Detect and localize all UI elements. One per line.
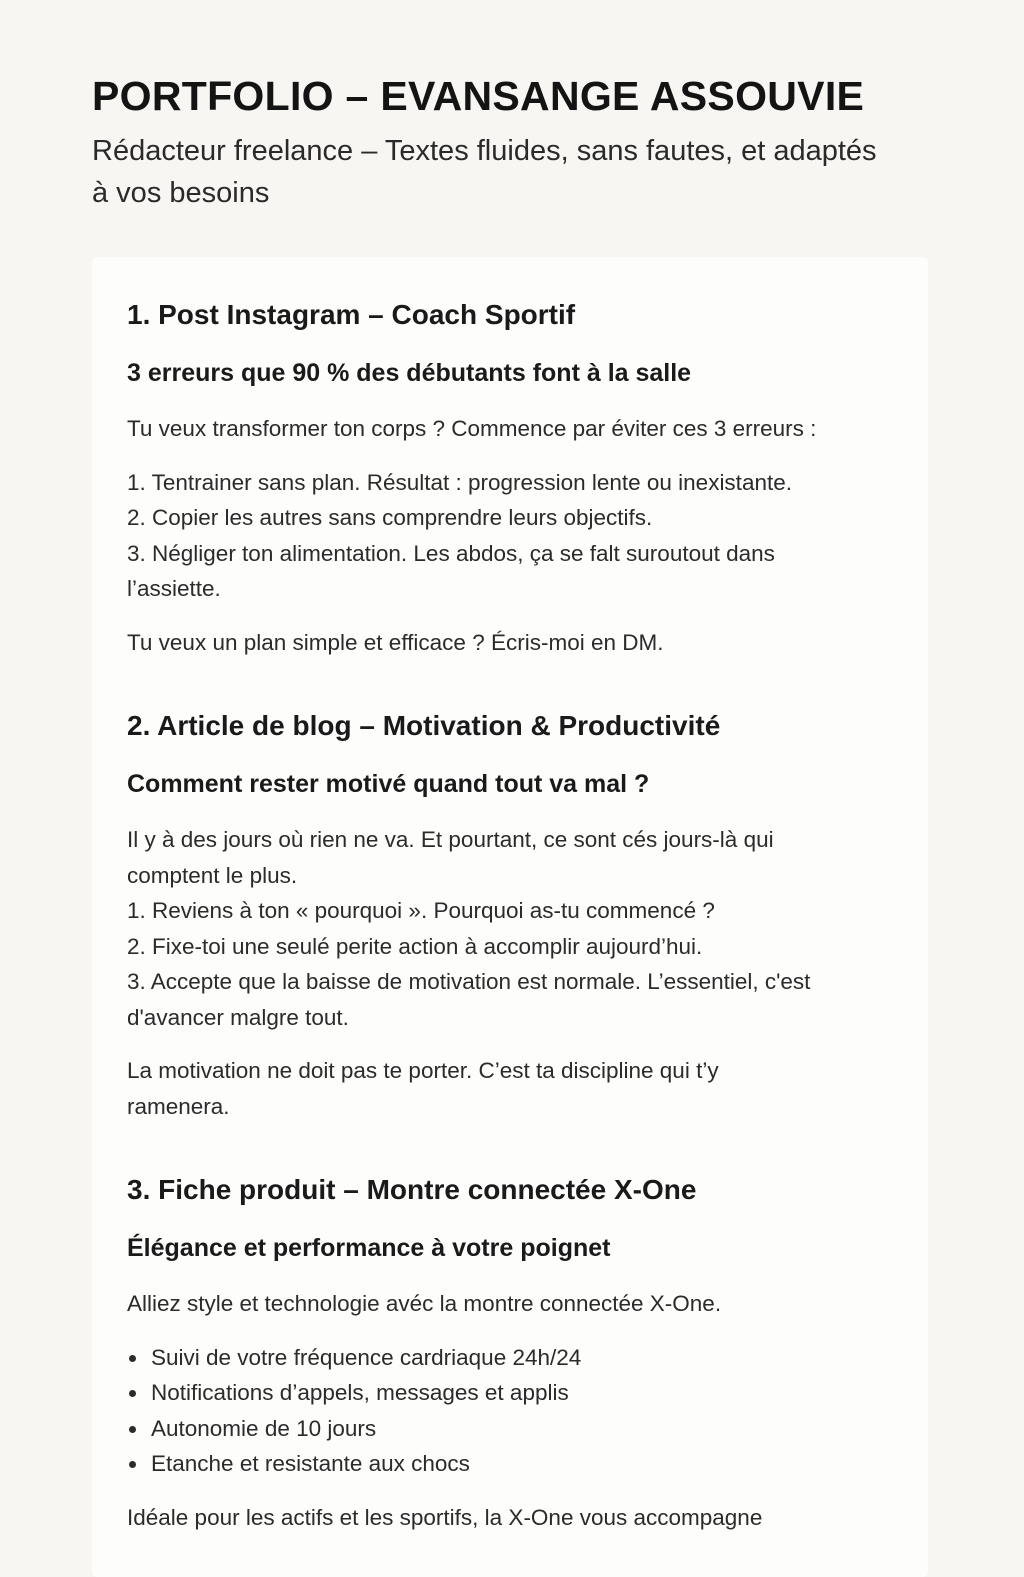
- portfolio-card: [92, 257, 928, 1577]
- section-instagram-post: [127, 295, 928, 660]
- list-item: 1. Tentrainer sans plan. Résultat : progression lente ou inexistante.: [127, 469, 792, 495]
- numbered-list: [127, 893, 928, 1035]
- bullet-item: Suivi de votre fréquence cardriaque 24h/24: [127, 1340, 928, 1376]
- section-outro: Idéale pour les actifs et les sportifs, la X-One vous accompagne: [127, 1504, 763, 1530]
- page-header: [92, 72, 952, 214]
- section-intro: Alliez style et technologie avéc la montre connectée X-One.: [127, 1291, 722, 1316]
- list-item: 3. Négliger ton alimentation. Les abdos, ça se falt suroutout dans l’assiette.: [127, 540, 775, 601]
- section-headline: Élégance et performance à votre poignet: [127, 1234, 611, 1262]
- list-item: 2. Fixe-toi une seulé perite action à accomplir aujourd’hui.: [127, 933, 703, 959]
- section-outro: Tu veux un plan simple et efficace ? Écris-moi en DM.: [127, 629, 664, 655]
- section-outro: La motivation ne doit pas te porter. C’est ta discipline qui t’y ramenera.: [127, 1058, 719, 1119]
- bullet-dot-icon: [129, 1461, 136, 1468]
- section-intro: Il y à des jours où rien ne va. Et pourtant, ce sont cés jours-là qui comptent le plus.: [127, 827, 774, 888]
- page-subtitle: Rédacteur freelance – Textes fluides, sans fautes, et adaptés à vos besoins: [92, 135, 877, 209]
- section-headline: Comment rester motivé quand tout va mal ?: [127, 770, 650, 798]
- bullet-dot-icon: [129, 1426, 136, 1433]
- section-product-sheet: [127, 1170, 928, 1535]
- numbered-list: [127, 465, 928, 607]
- list-item: 3. Accepte que la baisse de motivation est normale. L’essentiel, c'est d'avancer malgre tout.: [127, 969, 811, 1030]
- section-blog-article: [127, 706, 928, 1124]
- bullet-item: Autonomie de 10 jours: [127, 1411, 928, 1447]
- bullet-item: Notifications d’appels, messages et applis: [127, 1375, 928, 1411]
- section-title: 1. Post Instagram – Coach Sportif: [127, 299, 576, 330]
- section-intro: Tu veux transformer ton corps ? Commence par éviter ces 3 erreurs :: [127, 416, 817, 441]
- bullet-list: [127, 1340, 928, 1482]
- bullet-dot-icon: [129, 1355, 136, 1362]
- section-headline: 3 erreurs que 90 % des débutants font à la salle: [127, 359, 692, 387]
- bullet-dot-icon: [129, 1390, 136, 1397]
- page-title: PORTFOLIO – EVANSANGE ASSOUVIE: [92, 73, 865, 119]
- list-item: 2. Copier les autres sans comprendre leurs objectifs.: [127, 505, 653, 530]
- list-item: 1. Reviens à ton « pourquoi ». Pourquoi as-tu commencé ?: [127, 898, 715, 923]
- section-title: 2. Article de blog – Motivation & Productivité: [127, 710, 721, 741]
- section-title: 3. Fiche produit – Montre connectée X-One: [127, 1174, 697, 1205]
- bullet-item: Etanche et resistante aux chocs: [127, 1446, 928, 1482]
